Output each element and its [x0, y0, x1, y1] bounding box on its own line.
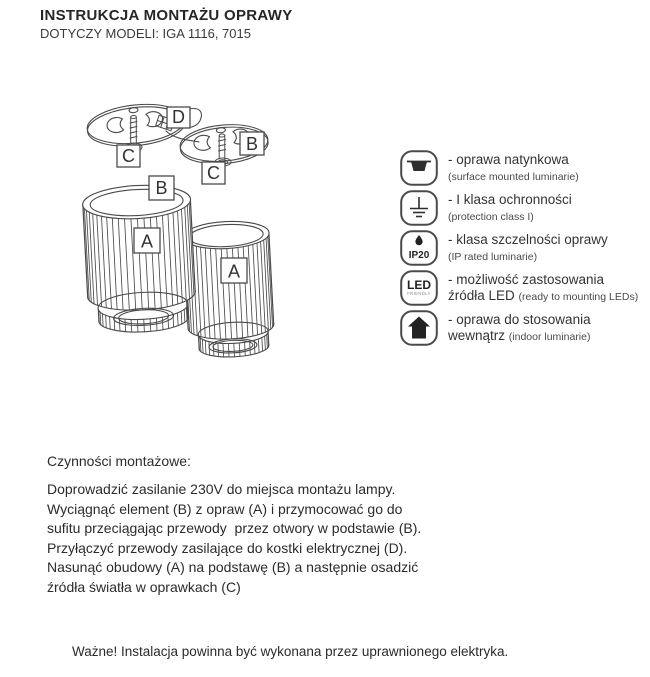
legend-row-led: [400, 270, 638, 306]
svg-text:B: B: [245, 134, 259, 154]
instructions-heading: Czynności montażowe:: [47, 453, 191, 469]
legend-label: - oprawa do stosowania: [448, 312, 591, 327]
indoor-luminaire-icon: [400, 310, 438, 346]
label-b-plate: [240, 132, 264, 155]
page-title: INSTRUKCJA MONTAŻU OPRAWY: [40, 7, 293, 24]
svg-text:D: D: [172, 107, 185, 127]
legend-row-protection-class: [400, 190, 638, 226]
instruction-line: Wyciągnąć element (B) z opraw (A) i przymocować go do: [47, 500, 403, 517]
page-subtitle: DOTYCZY MODELI: IGA 1116, 7015: [40, 26, 251, 41]
legend-label: - oprawa natynkowa: [448, 152, 569, 167]
legend-label: - klasa szczelności oprawy: [448, 232, 608, 247]
legend-label: - I klasa ochronności: [448, 192, 572, 207]
legend-sublabel: (IP rated luminarie): [448, 251, 538, 263]
instruction-line: sufitu przeciągając przewody przez otwory w podstawie (B).: [47, 520, 422, 536]
symbols-legend: [400, 150, 638, 346]
lampshade-big: [82, 183, 198, 335]
led-friendly-icon: [400, 270, 438, 306]
legend-sublabel: (ready to mounting LEDs): [518, 291, 639, 303]
svg-text:A: A: [227, 261, 241, 282]
label-c-right: [202, 162, 225, 184]
safety-warning: Ważne! Instalacja powinna być wykonana przez uprawnionego elektryka.: [72, 644, 509, 659]
legend-sublabel: (protection class I): [448, 211, 534, 223]
svg-text:C: C: [207, 163, 220, 183]
svg-text:C: C: [122, 146, 135, 166]
svg-text:LED: LED: [407, 278, 431, 292]
instruction-line: Nasunąć obudowy (A) na podstawę (B) a następnie osadzić: [47, 559, 419, 575]
legend-row-indoor: [400, 310, 638, 346]
instruction-line: Doprowadzić zasilanie 230V do miejsca montażu lampy.: [47, 481, 396, 497]
label-a-small: [221, 258, 247, 283]
legend-label-line2: wewnątrz: [448, 328, 509, 343]
legend-sublabel: (surface mounted luminarie): [448, 171, 579, 183]
legend-label-line2: źródła LED: [448, 288, 519, 303]
ip20-rating-icon: [400, 230, 438, 266]
surface-mounted-luminaire-icon: [400, 150, 438, 186]
lampshade-small: [182, 219, 275, 359]
label-c-left: [117, 145, 140, 167]
label-d: [167, 107, 190, 128]
protection-class-1-icon: [400, 190, 438, 226]
label-b-shade: [149, 176, 174, 200]
label-a-big: [134, 228, 160, 253]
assembly-diagram: [60, 90, 390, 380]
legend-label: - możliwość zastosowania: [448, 272, 605, 287]
legend-row-ip-rating: [400, 230, 638, 266]
svg-text:FRIENDLY: FRIENDLY: [407, 291, 431, 296]
legend-row-surface-mounted: [400, 150, 638, 186]
svg-text:A: A: [140, 231, 154, 252]
mounting-instructions: [47, 453, 421, 597]
svg-text:IP20: IP20: [408, 250, 430, 261]
legend-sublabel: (indoor luminarie): [508, 331, 591, 343]
svg-text:B: B: [155, 178, 168, 198]
instruction-line: źródła światła w oprawkach (C): [47, 578, 241, 595]
instruction-line: Przyłączyć przewody zasilające do kostki elektrycznej (D).: [47, 539, 408, 556]
